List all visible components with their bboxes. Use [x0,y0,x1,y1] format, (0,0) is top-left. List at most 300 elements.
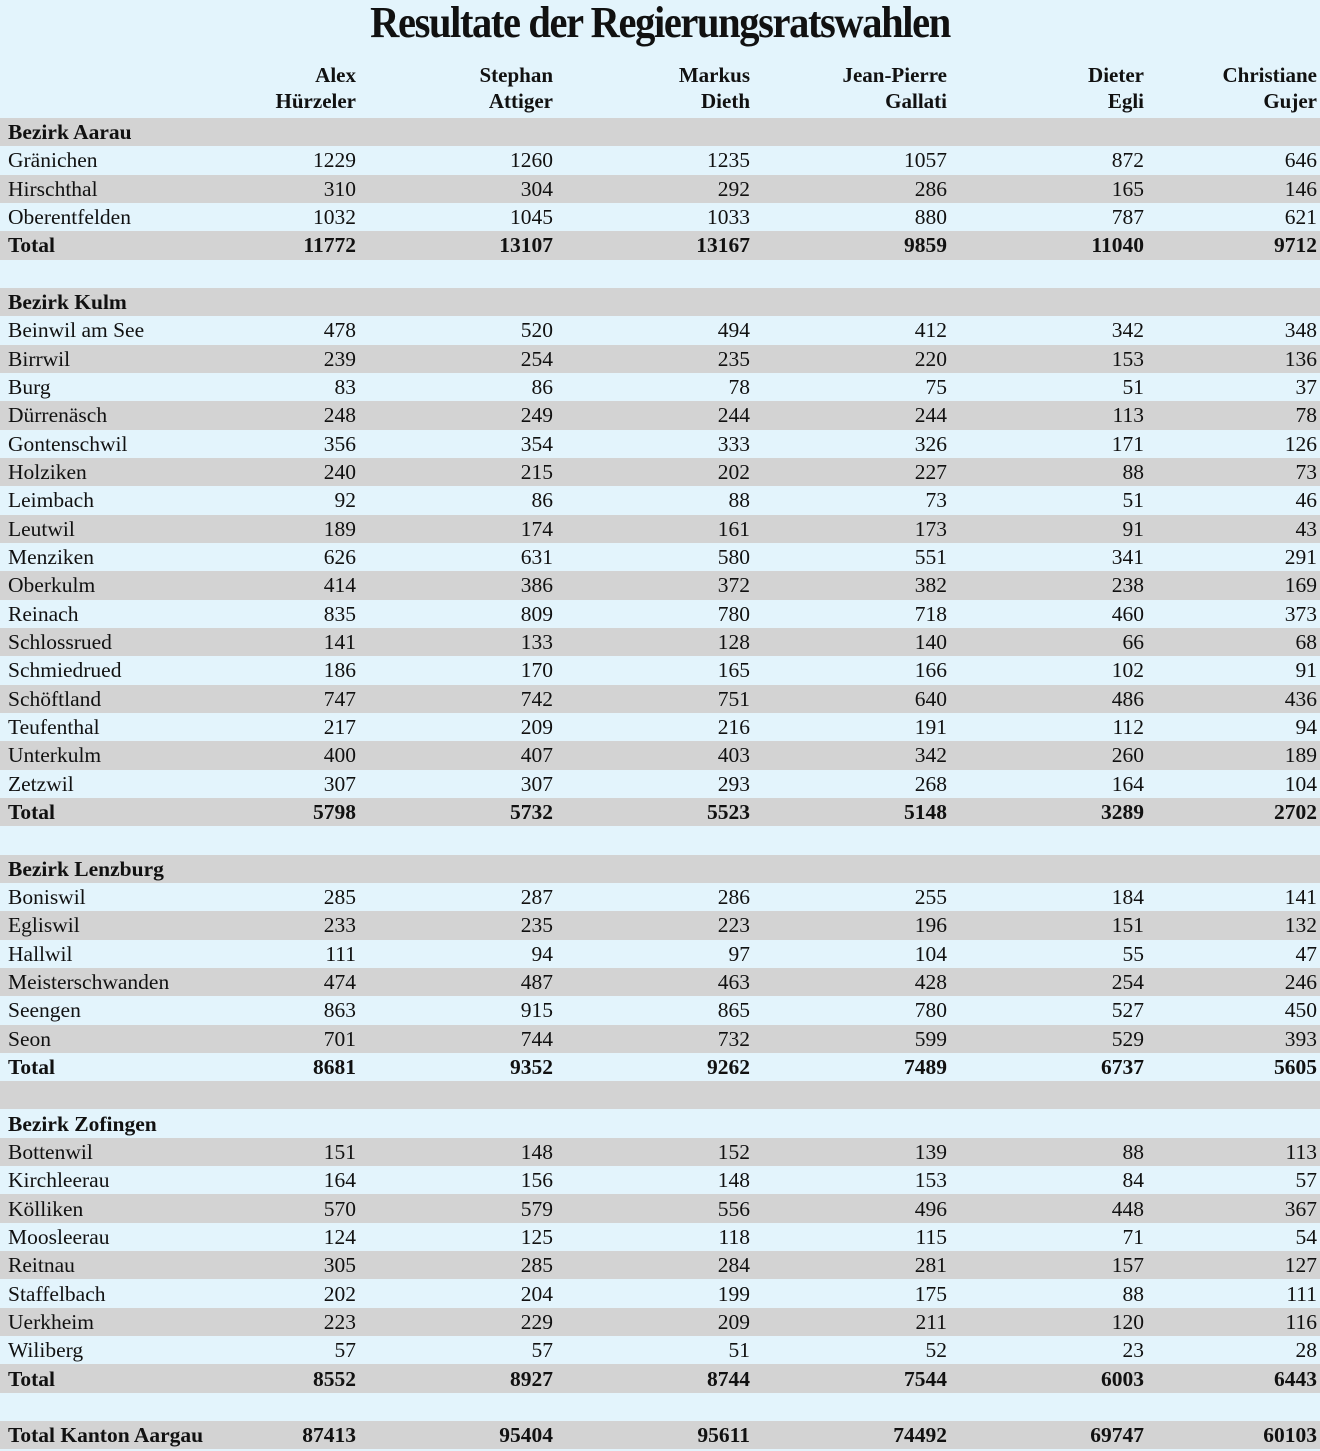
vote-cell: 113 [1285,1139,1317,1164]
vote-cell: 60103 [1263,1423,1317,1448]
vote-cell: 835 [323,601,356,626]
row-label: Kölliken [8,1196,84,1221]
vote-cell: 139 [914,1139,947,1164]
vote-cell: 287 [520,885,553,910]
vote-cell: 204 [520,1281,553,1306]
row-label: Unterkulm [8,743,102,768]
district-header-row [0,118,1320,146]
vote-cell: 115 [915,1224,947,1249]
vote-cell: 326 [914,431,947,456]
vote-cell: 88 [1122,1139,1144,1164]
table-row [0,1336,1320,1364]
vote-cell: 341 [1111,545,1144,570]
vote-cell: 529 [1111,1026,1144,1051]
vote-cell: 428 [914,970,947,994]
table-row [0,770,1320,798]
total-row [0,231,1320,259]
vote-cell: 751 [717,686,750,711]
vote-cell: 9859 [904,233,947,258]
row-label: Staffelbach [8,1281,106,1306]
candidate-header-cell: Markus Dieth [678,63,750,113]
vote-cell: 227 [914,460,947,485]
vote-cell: 127 [1284,1253,1317,1278]
vote-cell: 286 [914,176,947,201]
vote-cell: 211 [915,1309,947,1334]
vote-cell: 54 [1295,1224,1317,1249]
row-label: Holziken [8,460,87,485]
vote-cell: 246 [1284,970,1317,994]
vote-cell: 88 [1122,460,1144,485]
vote-cell: 13167 [696,233,750,258]
vote-cell: 732 [717,1026,750,1051]
vote-cell: 215 [520,460,553,485]
vote-cell: 348 [1284,318,1317,343]
row-label: Zetzwil [8,771,74,796]
vote-cell: 239 [323,346,356,371]
vote-cell: 156 [520,1168,553,1193]
vote-cell: 223 [717,913,750,938]
row-label: Moosleerau [8,1224,110,1249]
vote-cell: 66 [1122,630,1144,655]
table-row [0,1223,1320,1251]
candidate-header-cell: Stephan Attiger [479,63,553,113]
vote-cell: 286 [717,885,750,910]
table-row [0,1308,1320,1336]
vote-cell: 373 [1284,601,1317,626]
table-row [0,628,1320,656]
vote-cell: 74492 [893,1423,947,1448]
vote-cell: 57 [334,1338,356,1363]
vote-cell: 55 [1122,941,1144,966]
vote-cell: 393 [1284,1026,1317,1051]
vote-cell: 478 [323,318,356,343]
table-row [0,940,1320,968]
vote-cell: 293 [717,771,750,796]
vote-cell: 244 [717,403,750,428]
vote-cell: 436 [1284,686,1317,711]
table-row [0,741,1320,769]
vote-cell: 52 [925,1338,947,1363]
vote-cell: 199 [717,1281,750,1306]
vote-cell: 356 [323,431,356,456]
vote-cell: 113 [1112,403,1144,428]
vote-cell: 281 [914,1253,947,1278]
vote-cell: 372 [717,573,750,598]
vote-cell: 153 [914,1168,947,1193]
vote-cell: 333 [717,431,750,456]
vote-cell: 7544 [904,1366,947,1391]
vote-cell: 141 [323,630,356,655]
vote-cell: 342 [1111,318,1144,343]
vote-cell: 175 [914,1281,947,1306]
row-label: Bottenwil [8,1139,93,1164]
vote-cell: 133 [520,630,553,655]
vote-cell: 640 [914,686,947,711]
vote-cell: 102 [1111,658,1144,683]
vote-cell: 120 [1111,1309,1144,1334]
district-name: Bezirk Zofingen [8,1111,157,1136]
row-label: Gränichen [8,148,98,173]
vote-cell: 112 [1112,715,1144,740]
vote-cell: 202 [323,1281,356,1306]
vote-cell: 9262 [707,1054,750,1079]
table-row [0,685,1320,713]
vote-cell: 86 [531,488,553,513]
vote-cell: 1235 [707,148,750,173]
row-label: Oberentfelden [8,205,131,230]
row-label: Schöftland [8,686,102,711]
vote-cell: 161 [717,516,750,541]
vote-cell: 631 [520,545,553,570]
vote-cell: 170 [520,658,553,683]
table-row [0,373,1320,401]
vote-cell: 71 [1122,1224,1144,1249]
vote-cell: 209 [717,1309,750,1334]
vote-cell: 5798 [313,800,356,825]
vote-cell: 285 [520,1253,553,1278]
table-row [0,911,1320,939]
vote-cell: 284 [717,1253,750,1278]
vote-cell: 97 [728,941,750,966]
vote-cell: 747 [323,686,356,711]
vote-cell: 78 [1295,403,1317,428]
vote-cell: 189 [323,516,356,541]
table-row [0,316,1320,344]
vote-cell: 744 [520,1026,553,1051]
vote-cell: 217 [323,715,356,740]
vote-cell: 189 [1284,743,1317,768]
vote-cell: 73 [1295,460,1317,485]
vote-cell: 599 [914,1026,947,1051]
vote-cell: 233 [323,913,356,938]
vote-cell: 104 [1284,771,1317,796]
vote-cell: 87413 [302,1423,356,1448]
row-label: Wiliberg [8,1338,84,1363]
vote-cell: 57 [531,1338,553,1363]
row-label: Reitnau [8,1253,75,1278]
vote-cell: 646 [1284,148,1317,173]
vote-cell: 787 [1111,205,1144,230]
table-row [0,600,1320,628]
vote-cell: 248 [323,403,356,428]
vote-cell: 260 [1111,743,1144,768]
table-row [0,1251,1320,1279]
spacer-row [0,260,1320,288]
vote-cell: 11772 [303,233,356,258]
vote-cell: 223 [323,1309,356,1334]
row-label: Total Kanton Aargau [8,1423,204,1448]
vote-cell: 88 [1122,1281,1144,1306]
vote-cell: 412 [914,318,947,343]
vote-cell: 742 [520,686,553,711]
vote-cell: 238 [1111,573,1144,598]
vote-cell: 128 [717,630,750,655]
vote-cell: 580 [717,545,750,570]
table-row [0,571,1320,599]
row-label: Total [8,800,55,825]
vote-cell: 5148 [904,800,947,825]
vote-cell: 367 [1284,1196,1317,1221]
vote-cell: 164 [323,1168,356,1193]
candidate-header-cell: Dieter Egli [1088,63,1144,113]
row-label: Uerkheim [8,1309,94,1334]
vote-cell: 220 [914,346,947,371]
candidate-header [0,50,1320,118]
vote-cell: 132 [1284,913,1317,938]
vote-cell: 216 [717,715,750,740]
vote-cell: 94 [531,941,553,966]
table-row [0,515,1320,543]
total-row [0,798,1320,826]
vote-cell: 37 [1295,375,1317,400]
candidate-header-cell: Jean-Pierre Gallati [842,63,947,113]
spacer-row [0,1393,1320,1421]
vote-cell: 718 [914,601,947,626]
vote-cell: 1229 [313,148,356,173]
vote-cell: 400 [323,743,356,768]
row-label: Menziken [8,545,94,570]
vote-cell: 235 [520,913,553,938]
vote-cell: 5523 [707,800,750,825]
vote-cell: 6443 [1274,1366,1317,1391]
candidate-header-cell: Alex Hürzeler [275,63,356,113]
vote-cell: 173 [914,516,947,541]
row-label: Schmiedrued [8,658,122,683]
table-row [0,175,1320,203]
vote-cell: 863 [323,998,356,1023]
spacer-row [0,826,1320,854]
vote-cell: 527 [1111,998,1144,1023]
table-row [0,1025,1320,1053]
vote-cell: 28 [1295,1338,1317,1363]
vote-cell: 202 [717,460,750,485]
vote-cell: 255 [914,885,947,910]
vote-cell: 254 [1111,970,1144,994]
vote-cell: 7489 [904,1054,947,1079]
row-label: Meisterschwanden [8,970,170,994]
vote-cell: 164 [1111,771,1144,796]
vote-cell: 43 [1295,516,1317,541]
vote-cell: 291 [1284,545,1317,570]
total-row [0,1421,1320,1449]
vote-cell: 915 [520,998,553,1023]
district-name: Bezirk Lenzburg [8,856,164,881]
vote-cell: 307 [323,771,356,796]
district-name: Bezirk Kulm [8,290,127,315]
vote-cell: 342 [914,743,947,768]
row-label: Birrwil [8,346,71,371]
table-row [0,1138,1320,1166]
vote-cell: 285 [323,885,356,910]
vote-cell: 140 [914,630,947,655]
vote-cell: 83 [334,375,356,400]
row-label: Gontenschwil [8,431,128,456]
vote-cell: 111 [325,941,356,966]
vote-cell: 865 [717,998,750,1023]
vote-cell: 880 [914,205,947,230]
vote-cell: 414 [323,573,356,598]
row-label: Leimbach [8,488,94,513]
district-header-row [0,855,1320,883]
table-row [0,1166,1320,1194]
vote-cell: 3289 [1101,800,1144,825]
vote-cell: 11040 [1091,233,1144,258]
vote-cell: 151 [323,1139,356,1164]
row-label: Seengen [8,998,81,1023]
vote-cell: 91 [1122,516,1144,541]
vote-cell: 496 [914,1196,947,1221]
vote-cell: 151 [1111,913,1144,938]
row-label: Leutwil [8,516,75,541]
row-label: Schlossrued [8,630,112,655]
page-title: Resultate der Regierungsratswahlen [370,0,950,47]
vote-cell: 872 [1111,148,1144,173]
row-label: Hirschthal [8,176,98,201]
vote-cell: 166 [914,658,947,683]
vote-cell: 118 [718,1224,750,1249]
table-row [0,996,1320,1024]
vote-cell: 1057 [904,148,947,173]
vote-cell: 403 [717,743,750,768]
row-label: Teufenthal [8,715,100,740]
vote-cell: 165 [1111,176,1144,201]
vote-cell: 46 [1295,488,1317,513]
vote-cell: 2702 [1274,800,1317,825]
vote-cell: 304 [520,176,553,201]
vote-cell: 95404 [499,1423,553,1448]
row-label: Reinach [8,601,79,626]
vote-cell: 474 [323,970,356,994]
vote-cell: 621 [1284,205,1317,230]
row-label: Total [8,1054,55,1079]
district-header-row [0,288,1320,316]
table-row [0,968,1320,996]
vote-cell: 13107 [499,233,553,258]
vote-cell: 520 [520,318,553,343]
vote-cell: 91 [1295,658,1317,683]
vote-cell: 460 [1111,601,1144,626]
vote-cell: 57 [1295,1168,1317,1193]
row-label: Total [8,1366,55,1391]
vote-cell: 310 [323,176,356,201]
vote-cell: 186 [323,658,356,683]
table-row [0,713,1320,741]
vote-cell: 95611 [697,1423,750,1448]
vote-cell: 8681 [313,1054,356,1079]
row-label: Boniswil [8,885,86,910]
vote-cell: 88 [728,488,750,513]
vote-cell: 448 [1111,1196,1144,1221]
vote-cell: 382 [914,573,947,598]
candidate-header-cell: Christiane Gujer [1222,63,1317,113]
vote-cell: 235 [717,346,750,371]
row-label: Total [8,233,55,258]
vote-cell: 1033 [707,205,750,230]
vote-cell: 305 [323,1253,356,1278]
spacer-row [0,1081,1320,1109]
district-header-row [0,1109,1320,1137]
vote-cell: 104 [914,941,947,966]
table-row [0,883,1320,911]
table-row [0,430,1320,458]
vote-cell: 148 [717,1168,750,1193]
vote-cell: 487 [520,970,553,994]
vote-cell: 254 [520,346,553,371]
district-name: Bezirk Aarau [8,120,132,145]
table-row [0,543,1320,571]
table-row [0,345,1320,373]
vote-cell: 111 [1286,1281,1317,1306]
vote-cell: 701 [323,1026,356,1051]
vote-cell: 116 [1285,1309,1317,1334]
vote-cell: 94 [1295,715,1317,740]
row-label: Burg [8,375,51,400]
vote-cell: 6737 [1101,1054,1144,1079]
vote-cell: 69747 [1090,1423,1144,1448]
row-label: Dürrenäsch [8,403,108,428]
vote-cell: 6003 [1101,1366,1144,1391]
vote-cell: 626 [323,545,356,570]
vote-cell: 148 [520,1139,553,1164]
vote-cell: 152 [717,1139,750,1164]
vote-cell: 68 [1295,630,1317,655]
vote-cell: 268 [914,771,947,796]
vote-cell: 78 [728,375,750,400]
vote-cell: 51 [1122,488,1144,513]
vote-cell: 1260 [510,148,553,173]
table-row [0,1194,1320,1222]
vote-cell: 386 [520,573,553,598]
vote-cell: 551 [914,545,947,570]
vote-cell: 8927 [510,1366,553,1391]
vote-cell: 169 [1284,573,1317,598]
vote-cell: 1045 [510,205,553,230]
vote-cell: 191 [914,715,947,740]
vote-cell: 184 [1111,885,1144,910]
row-label: Hallwil [8,941,73,966]
table-row [0,401,1320,429]
vote-cell: 240 [323,460,356,485]
vote-cell: 556 [717,1196,750,1221]
vote-cell: 8744 [707,1366,750,1391]
vote-cell: 141 [1284,885,1317,910]
vote-cell: 146 [1284,176,1317,201]
vote-cell: 174 [520,516,553,541]
table-row [0,458,1320,486]
vote-cell: 354 [520,431,553,456]
vote-cell: 570 [323,1196,356,1221]
vote-cell: 494 [717,318,750,343]
vote-cell: 292 [717,176,750,201]
vote-cell: 579 [520,1196,553,1221]
total-row [0,1053,1320,1081]
vote-cell: 75 [925,375,947,400]
vote-cell: 9712 [1274,233,1317,258]
vote-cell: 196 [914,913,947,938]
vote-cell: 125 [520,1224,553,1249]
vote-cell: 244 [914,403,947,428]
vote-cell: 249 [520,403,553,428]
vote-cell: 229 [520,1309,553,1334]
vote-cell: 780 [914,998,947,1023]
vote-cell: 73 [925,488,947,513]
vote-cell: 407 [520,743,553,768]
vote-cell: 1032 [313,205,356,230]
vote-cell: 486 [1111,686,1144,711]
row-label: Beinwil am See [8,318,145,343]
vote-cell: 8552 [313,1366,356,1391]
table-row [0,203,1320,231]
